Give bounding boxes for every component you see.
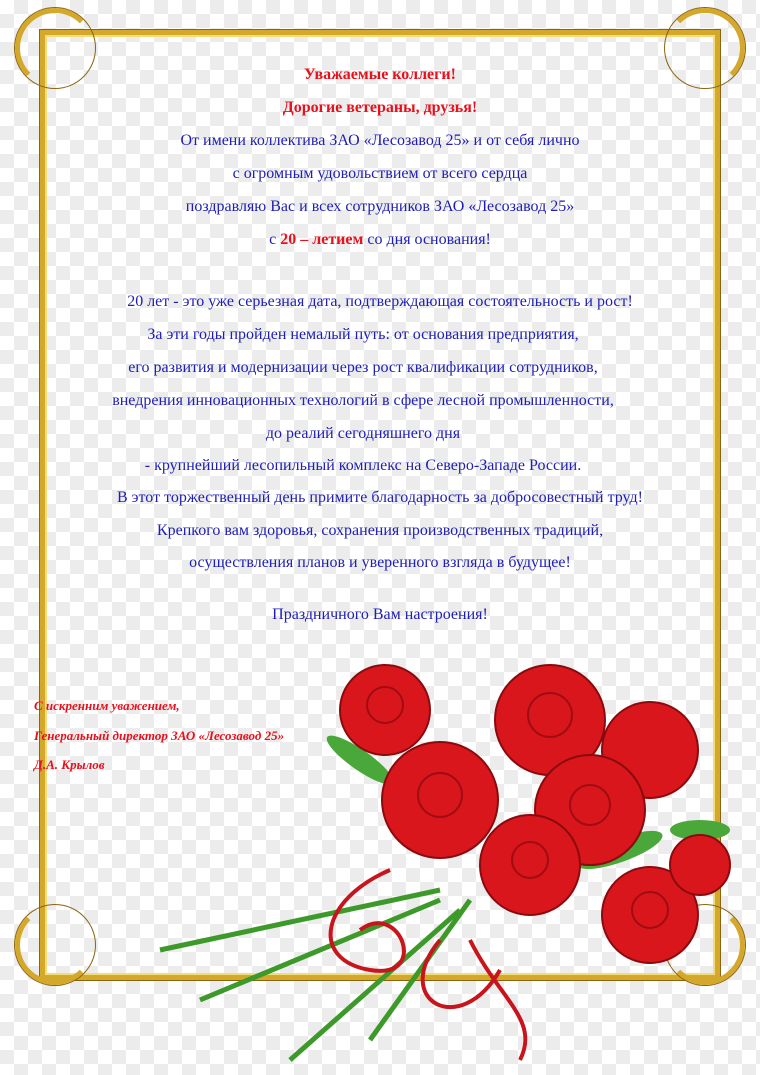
body-line: осуществления планов и уверенного взгляда в будущее!: [189, 554, 571, 571]
body-line: За эти годы пройден немалый путь: от основания предприятия,: [147, 326, 579, 343]
signature-name: Д.А. Крылов: [34, 757, 105, 772]
anniversary-highlight: 20 – летием: [280, 231, 364, 248]
body-line: его развития и модернизации через рост квалификации сотрудников,: [128, 359, 598, 376]
heading-veterans: Дорогие ветераны, друзья!: [282, 99, 478, 116]
body-line: 20 лет - это уже серьезная дата, подтверждающая состоятельность и рост!: [127, 293, 633, 310]
signature-regards: С искренним уважением,: [34, 698, 180, 713]
body-line: Крепкого вам здоровья, сохранения производственных традиций,: [156, 522, 604, 539]
text-line: От имени коллектива ЗАО «Лесозавод 25» и от себя лично: [180, 132, 580, 149]
body-line: - крупнейший лесопильный комплекс на Северо-Западе России.: [144, 457, 582, 474]
signature-position: Генеральный директор ЗАО «Лесозавод 25»: [34, 728, 285, 743]
anniversary-line: [0, 231, 760, 249]
text: с: [269, 231, 281, 248]
heading-colleagues: Уважаемые коллеги!: [304, 66, 456, 83]
text-line: поздравляю Вас и всех сотрудников ЗАО «Лесозавод 25»: [185, 198, 575, 215]
closing-line: Праздничного Вам настроения!: [272, 606, 488, 623]
text-line: с огромным удовольствием от всего сердца: [232, 165, 528, 182]
text: со дня основания!: [363, 231, 491, 248]
body-line: В этот торжественный день примите благодарность за добросовестный труд!: [116, 489, 644, 506]
rose-bouquet-image: [140, 640, 740, 1070]
corner-ornament-bottom-left: [15, 905, 95, 985]
body-line: внедрения инновационных технологий в сфере лесной промышленности,: [112, 392, 614, 409]
body-line: до реалий сегодняшнего дня: [265, 425, 461, 442]
